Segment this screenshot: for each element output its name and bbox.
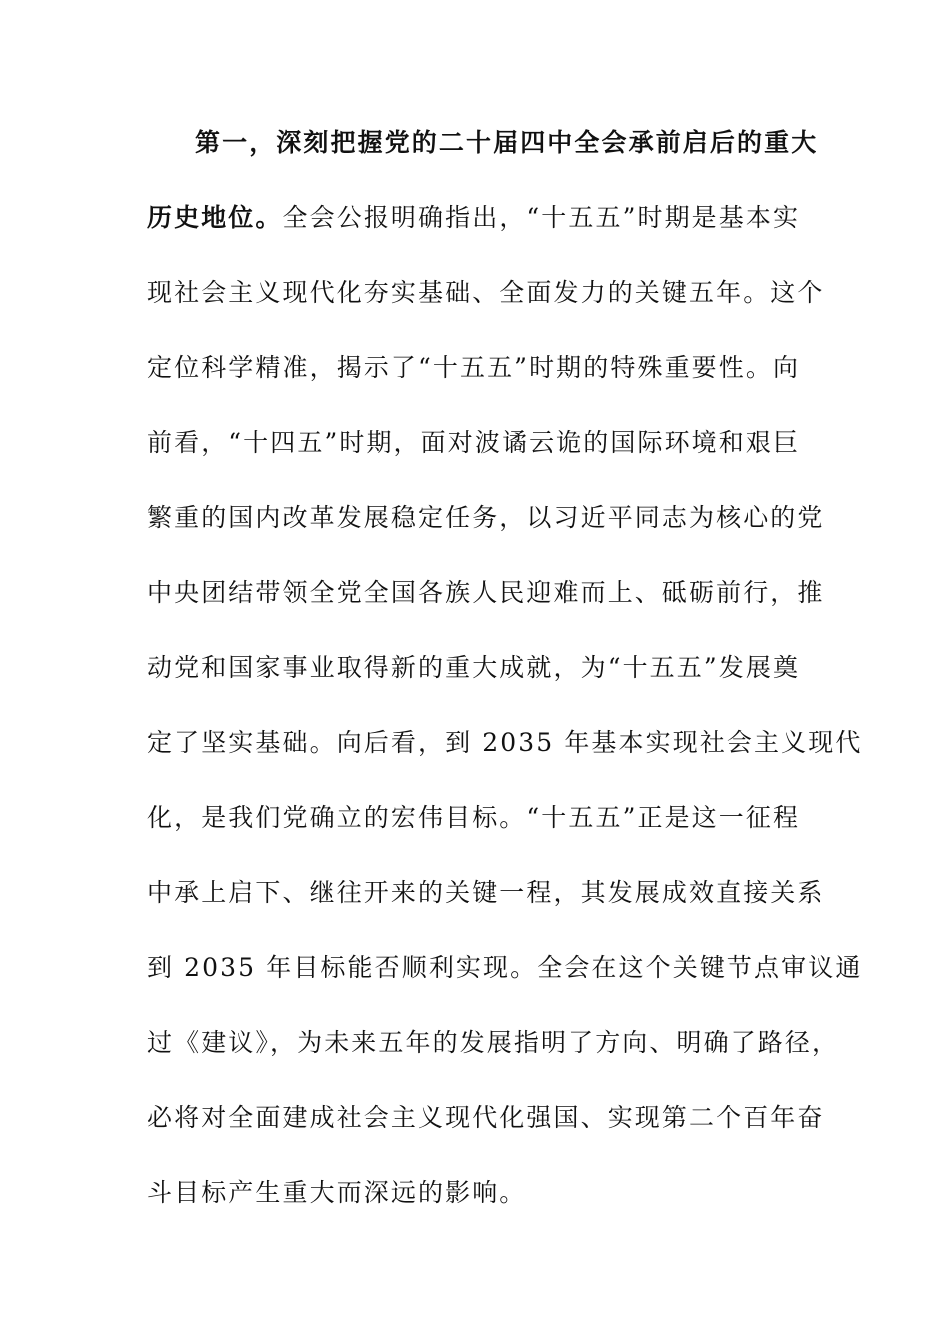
line-4-text: 定位科学精准，揭示了“十五五”时期的特殊重要性。向: [147, 353, 801, 382]
line-15-text: 斗目标产生重大而深远的影响。: [147, 1178, 527, 1207]
line-1-bold: 第一，深刻把握党的二十届四中全会承前启后的重大: [195, 128, 819, 157]
paragraph-line-8: [147, 648, 807, 688]
line-7-text: 中央团结带领全党全国各族人民迎难而上、砥砺前行，推: [147, 578, 825, 607]
line-2-text: 全会公报明确指出，“十五五”时期是基本实: [282, 203, 801, 232]
paragraph-line-10: [147, 798, 807, 838]
paragraph-line-15: [147, 1173, 807, 1213]
paragraph-line-6: [147, 498, 825, 538]
line-8-text: 动党和国家事业取得新的重大成就，为“十五五”发展奠: [147, 653, 801, 682]
line-9-text: 定了坚实基础。向后看，到 2035 年基本实现社会主义现代: [147, 728, 863, 757]
paragraph-line-3: [147, 273, 825, 313]
paragraph-line-1: [195, 123, 855, 163]
paragraph-line-7: [147, 573, 825, 613]
line-2-bold: 历史地位。: [147, 203, 283, 232]
paragraph-line-13: [147, 1023, 840, 1063]
paragraph-line-5: [147, 423, 807, 463]
line-6-text: 繁重的国内改革发展稳定任务，以习近平同志为核心的党: [147, 503, 825, 532]
paragraph-line-14: [147, 1098, 825, 1138]
paragraph-line-4: [147, 348, 807, 388]
line-12-text: 到 2035 年目标能否顺利实现。全会在这个关键节点审议通: [147, 953, 863, 982]
paragraph-line-12: [147, 948, 863, 988]
line-3-text: 现社会主义现代化夯实基础、全面发力的关键五年。这个: [147, 278, 825, 307]
paragraph-line-11: [147, 873, 825, 913]
line-10-text: 化，是我们党确立的宏伟目标。“十五五”正是这一征程: [147, 803, 801, 832]
line-13-text: 过《建议》，为未来五年的发展指明了方向、明确了路径，: [147, 1028, 840, 1057]
line-11-text: 中承上启下、继往开来的关键一程，其发展成效直接关系: [147, 878, 825, 907]
line-14-text: 必将对全面建成社会主义现代化强国、实现第二个百年奋: [147, 1103, 825, 1132]
paragraph-line-9: [147, 723, 863, 763]
line-5-text: 前看，“十四五”时期，面对波谲云诡的国际环境和艰巨: [147, 428, 801, 457]
paragraph-line-2: [147, 198, 807, 238]
